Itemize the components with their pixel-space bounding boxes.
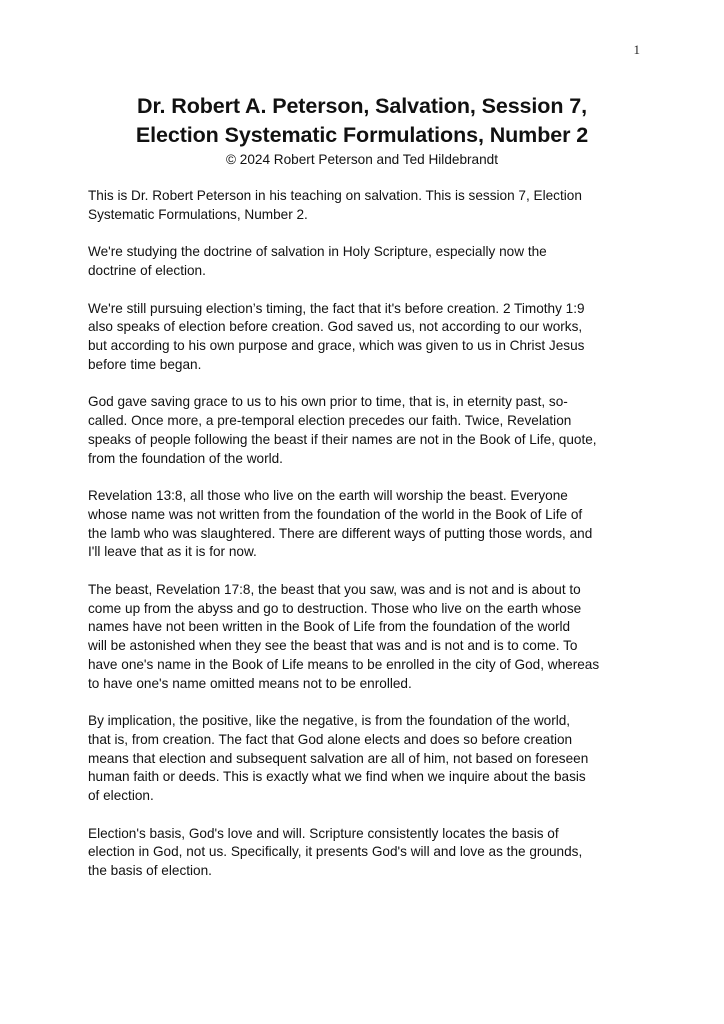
paragraph-line: By implication, the positive, like the negative, is from the foundation of the world, <box>88 713 571 728</box>
paragraph-line: Election's basis, God's love and will. Scripture consistently locates the basis of <box>88 825 559 841</box>
paragraph-line: Revelation 13:8, all those who live on the earth will worship the beast. Everyone <box>88 488 568 503</box>
paragraph-line: human faith or deeds. This is exactly what we find when we inquire about the basis <box>88 769 586 785</box>
paragraph-line: the lamb who was slaughtered. There are different ways of putting those words, and <box>88 525 593 541</box>
paragraph-line: This is Dr. Robert Peterson in his teaching on salvation. This is session 7, Election <box>88 188 582 203</box>
paragraph-line: We're still pursuing election’s timing, the fact that it's before creation. 2 Timothy 1:9 <box>88 300 585 316</box>
paragraph-line: called. Once more, a pre-temporal election precedes our faith. Twice, Revelation <box>88 413 572 428</box>
paragraph-line: God gave saving grace to us to his own prior to time, that is, in eternity past, so- <box>88 394 568 410</box>
paragraph-line: also speaks of election before creation. God saved us, not according to our works, <box>88 319 583 335</box>
paragraph-4 <box>88 393 648 468</box>
paragraph-line: whose name was not written from the foundation of the world in the Book of Life of <box>88 506 583 522</box>
paragraph-6 <box>88 581 648 694</box>
paragraph-line: before time began. <box>88 356 202 372</box>
document-title-line-2: Election Systematic Formulations, Number 2 <box>135 123 589 147</box>
paragraph-line: The beast, Revelation 17:8, the beast that you saw, was and is not and is about to <box>88 581 581 597</box>
document-title-line-1: Dr. Robert A. Peterson, Salvation, Session 7, <box>137 94 587 118</box>
paragraph-line: names have not been written in the Book of Life from the foundation of the world <box>88 619 571 635</box>
paragraph-line: have one's name in the Book of Life means to be enrolled in the city of God, whereas <box>88 656 600 672</box>
paragraph-line: the basis of election. <box>88 863 212 878</box>
paragraph-line: to have one's name omitted means not to be enrolled. <box>88 675 412 691</box>
paragraph-line: will be astonished when they see the beast that was and is not and is to come. To <box>88 638 578 653</box>
page-number: 1 <box>633 42 640 57</box>
paragraph-line: doctrine of election. <box>88 263 206 278</box>
paragraph-5 <box>88 487 648 562</box>
paragraph-2 <box>88 243 648 281</box>
paragraph-line: I'll leave that as it is for now. <box>88 544 257 560</box>
document-body <box>88 187 648 900</box>
paragraph-line: but according to his own purpose and grace, which was given to us in Christ Jesus <box>88 338 585 353</box>
paragraph-7 <box>88 712 648 806</box>
paragraph-line: come up from the abyss and go to destruction. Those who live on the earth whose <box>88 600 582 616</box>
document-header <box>88 92 636 169</box>
copyright-notice: © 2024 Robert Peterson and Ted Hildebrandt <box>225 152 498 167</box>
paragraph-8 <box>88 825 648 881</box>
paragraph-line: We're studying the doctrine of salvation in Holy Scripture, especially now the <box>88 244 547 260</box>
paragraph-line: Systematic Formulations, Number 2. <box>88 206 308 222</box>
paragraph-line: means that election and subsequent salvation are all of him, not based on foreseen <box>88 750 589 766</box>
paragraph-line: from the foundation of the world. <box>88 450 283 466</box>
paragraph-3 <box>88 300 648 375</box>
paragraph-line: election in God, not us. Specifically, it presents God's will and love as the grounds, <box>88 844 583 860</box>
paragraph-line: of election. <box>88 788 154 803</box>
paragraph-line: that is, from creation. The fact that God alone elects and does so before creation <box>88 731 573 747</box>
paragraph-line: speaks of people following the beast if their names are not in the Book of Life, quote, <box>88 431 597 447</box>
paragraph-1 <box>88 187 648 225</box>
